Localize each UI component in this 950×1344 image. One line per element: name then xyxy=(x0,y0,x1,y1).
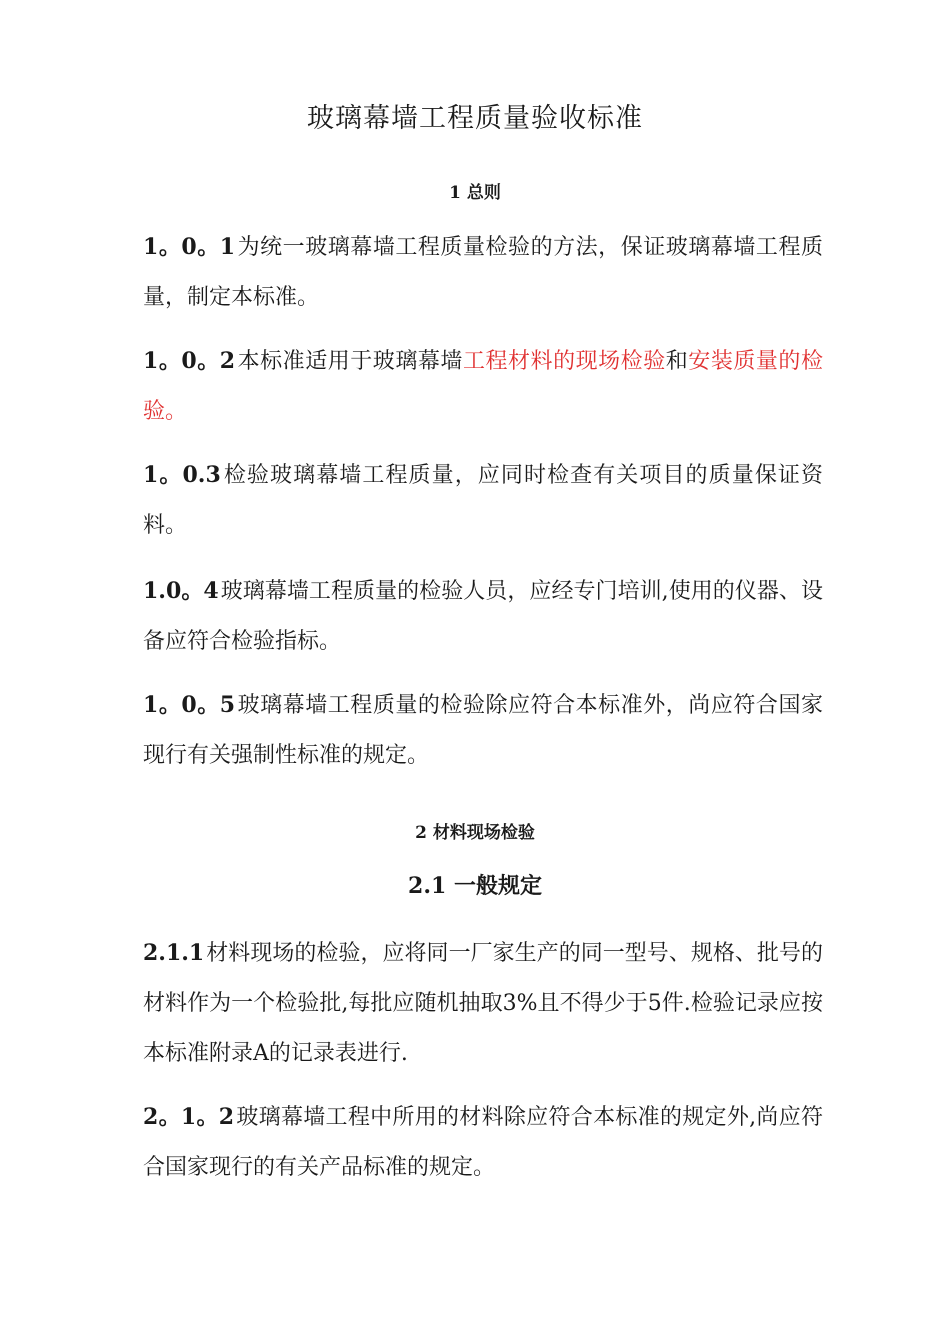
subsection-heading-general-rules: 2.1 一般规定 xyxy=(408,873,542,899)
clause-number: 2.1.1 xyxy=(143,940,205,966)
clause-number: 1。0。1 xyxy=(143,234,236,260)
clause-text: 材料现场的检验，应将同一厂家生产的同一型号、规格、批号的材料作为一个检验批,每批应随机抽取3%且不得少于5件.检验记录应按本标准附录A的记录表进行. xyxy=(143,941,823,1066)
clause-text: 本标准适用于玻璃幕墙 xyxy=(237,349,463,374)
clause-1-0-4 xyxy=(143,566,823,667)
section-heading-materials: 2 材料现场检验 xyxy=(415,823,535,843)
clause-number: 1。0.3 xyxy=(143,462,221,488)
clause-text: 玻璃幕墙工程质量的检验除应符合本标准外，尚应符合国家现行有关强制性标准的规定。 xyxy=(143,693,823,768)
document-title: 玻璃幕墙工程质量验收标准 xyxy=(307,103,643,134)
clause-1-0-1 xyxy=(143,222,823,323)
section-heading-general: 1 总则 xyxy=(449,183,501,203)
clause-text: 检验玻璃幕墙工程质量，应同时检查有关项目的质量保证资料。 xyxy=(143,463,823,538)
clause-number: 1.0。4 xyxy=(143,578,219,604)
clause-2-1-2 xyxy=(143,1092,823,1193)
clause-2-1-1 xyxy=(143,928,823,1079)
clause-number: 1。0。5 xyxy=(143,692,236,718)
clause-1-0-3 xyxy=(143,450,823,551)
highlighted-text: 安装质量的检验。 xyxy=(143,349,823,424)
clause-text: 为统一玻璃幕墙工程质量检验的方法，保证玻璃幕墙工程质量，制定本标准。 xyxy=(143,235,823,310)
clause-text: 玻璃幕墙工程质量的检验人员，应经专门培训,使用的仪器、设备应符合检验指标。 xyxy=(143,579,823,654)
clause-number: 2。1。2 xyxy=(143,1104,235,1130)
clause-text: 玻璃幕墙工程中所用的材料除应符合本标准的规定外,尚应符合国家现行的有关产品标准的规定。 xyxy=(143,1105,823,1180)
highlighted-text: 工程材料的现场检验 xyxy=(462,349,666,374)
clause-1-0-5 xyxy=(143,680,823,781)
clause-number: 1。0。2 xyxy=(143,348,236,374)
clause-text: 和 xyxy=(665,349,689,374)
clause-1-0-2 xyxy=(143,336,823,437)
